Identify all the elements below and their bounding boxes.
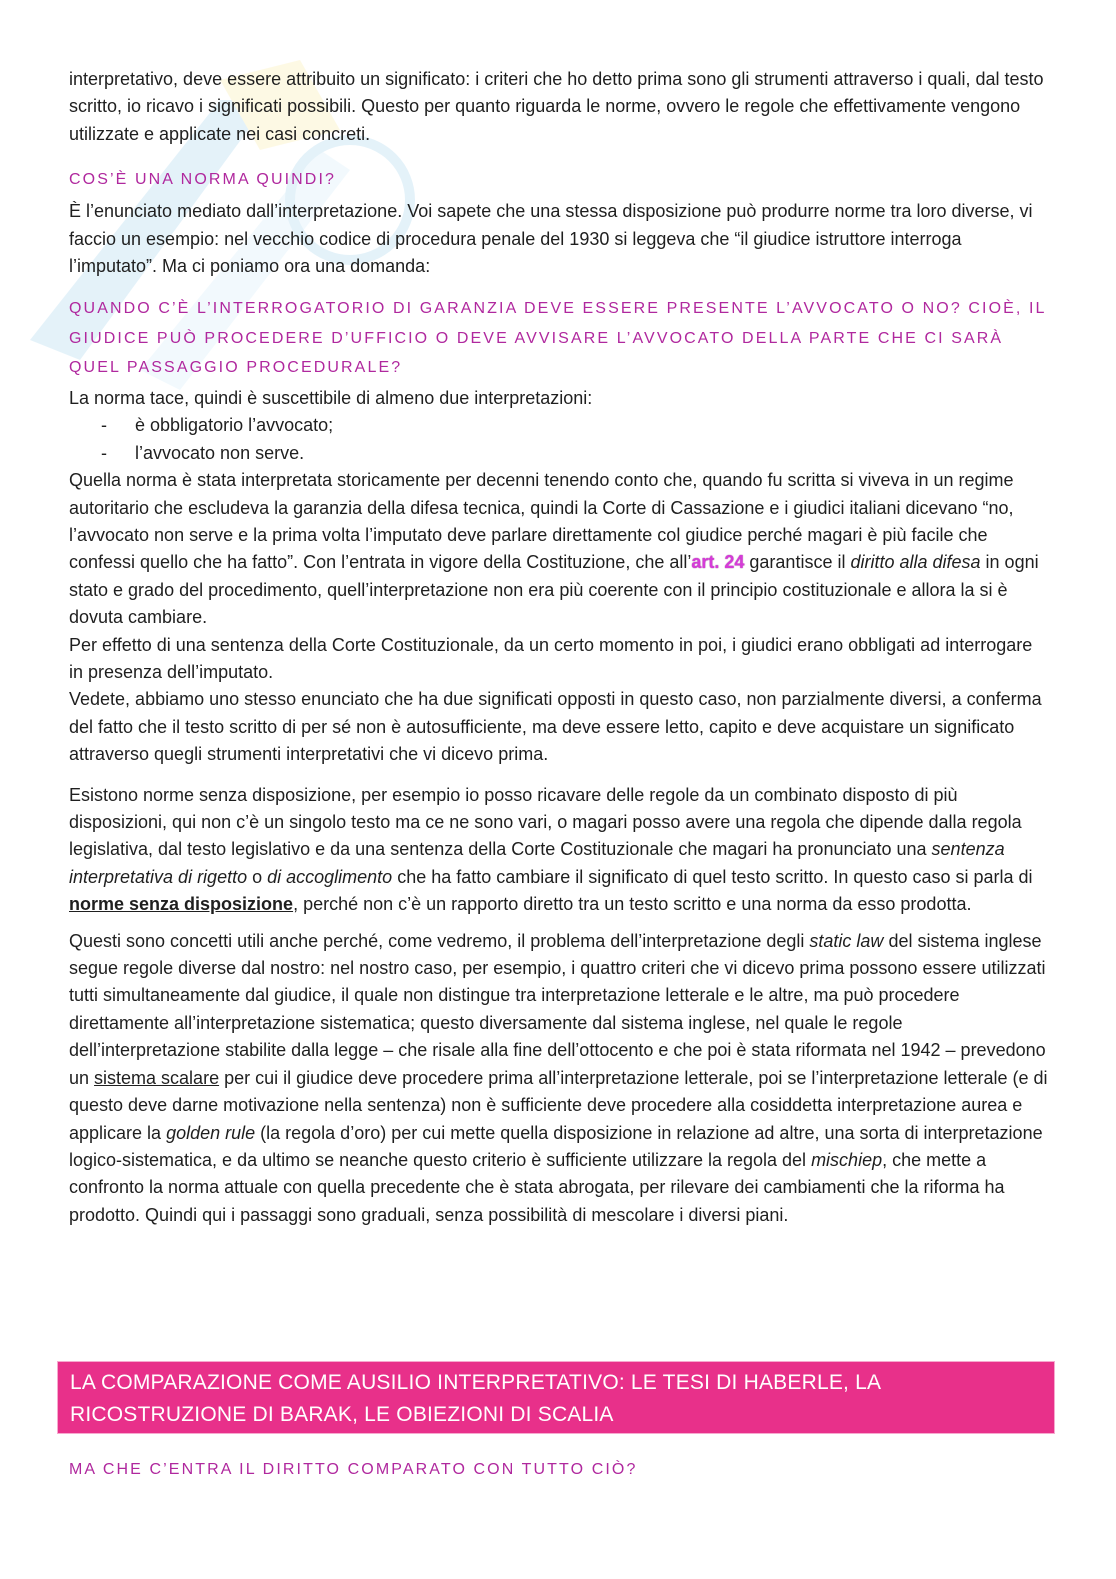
paragraph-enunciato: È l’enunciato mediato dall’interpretazione. Voi sapete che una stessa disposizione può produrre norme tra loro diverse, vi faccio un esempio: nel vecchio codice di procedura penale del 1930 si leggeva che “il giudice istruttore interroga l’imputato”. Ma ci poniamo ora una domanda: [69,201,1033,277]
section-banner [57,1361,1055,1434]
list-item: - l’avvocato non serve. [69,440,1049,467]
paragraph-intro: interpretativo, deve essere attribuito un significato: i criteri che ho detto prima sono gli strumenti attraverso i quali, dal testo scritto, io ricavo i significati possibili. Questo per quanto riguarda le norme, ovvero le regole che effettivamente vengono utilizzate e applicate nei casi concreti. [69,69,1044,144]
underlined-term: sistema scalare [94,1067,220,1088]
document-body [69,66,1049,1229]
italic-term: diritto alla difesa [850,552,981,573]
heading-norma: COS’È UNA NORMA QUINDI? [69,171,337,189]
italic-term: di accoglimento [267,866,393,887]
section-title: LA COMPARAZIONE COME AUSILIO INTERPRETATIVO: LE TESI DI HABERLE, LA RICOSTRUZIONE DI BARAK, LE OBIEZIONI DI SCALIA [70,1371,881,1426]
italic-term: sentenza interpretativa di rigetto [69,839,1005,887]
interpretations-list [69,412,1049,467]
list-item: - è obbligatorio l’avvocato; [69,412,1049,439]
dash-bullet: - [101,442,107,463]
italic-term: static law [809,930,884,951]
paragraph-corte: Per effetto di una sentenza della Corte Costituzionale, da un certo momento in poi, i giudici erano obbligati ad interrogare in presenza dell’imputato. [69,634,1033,682]
paragraph-sistema-inglese: Questi sono concetti utili anche perché, come vedremo, il problema dell’interpretazione degli static law del sistema inglese segue regole diverse dal nostro: nel nostro caso, per esempio, i quattro criteri che vi dicevo prima possono essere utilizzati tutti simultaneamente dal giudice, il quale non distingue tra interpretazione letterale e le altre, ma può procedere direttamente all’interpretazione sistematica; questo diversamente dal sistema inglese, nel quale le regole dell’interpretazione stabilite dalla legge – che risale alla fine dell’ottocento e che poi è stata riformata nel 1942 – prevedono un sistema scalare per cui il giudice deve procedere prima all’interpretazione letterale, poi se l’interpretazione letterale (e di questo deve darne motivazione nella sentenza) non è sufficiente deve procedere alla cosiddetta interpretazione aurea e applicare la golden rule (la regola d’oro) per cui mette quella disposizione in relazione ad altre, una sorta di interpretazione logico-sistematica, e da ultimo se neanche questo criterio è sufficiente utilizzare la regola del mischiep, che mette a confronto la norma attuale con quella precedente che è stata abrogata, per rilevare dei cambiamenti che la riforma ha prodotto. Quindi qui i passaggi sono graduali, senza possibilità di mescolare i diversi piani. [69,930,1048,1225]
article-reference: art. 24 [691,552,745,573]
heading-question: QUANDO C’È L’INTERROGATORIO DI GARANZIA DEVE ESSERE PRESENTE L’AVVOCATO O NO? CIOÈ, IL GIUDICE PUÒ PROCEDERE D’UFFICIO O DEVE AVVISARE L’AVVOCATO DELLA PARTE CHE CI SARÀ QUEL PASSAGGIO PROCEDURALE? [69,300,1046,377]
paragraph-norma-tace: La norma tace, quindi è suscettibile di almeno due interpretazioni: [69,387,593,408]
dash-bullet: - [101,415,107,436]
paragraph-norme-senza-disposizione: Esistono norme senza disposizione, per esempio io posso ricavare delle regole da un combinato disposto di più disposizioni, qui non c’è un singolo testo ma ce ne sono vari, o magari posso avere una regola che dipende dalla regola legislativa, dal testo legislativo e da una sentenza della Corte Costituzionale che magari ha pronunciato una sentenza interpretativa di rigetto o di accoglimento che ha fatto cambiare il significato di quel testo scritto. In questo caso si parla di norme senza disposizione, perché non c’è un rapporto diretto tra un testo scritto e una norma da esso prodotta. [69,784,1033,915]
paragraph-storia: Quella norma è stata interpretata storicamente per decenni tenendo conto che, quando fu scritta si viveva in un regime autoritario che escludeva la garanzia della difesa tecnica, quindi la Corte di Cassazione e i giudici italiani dicevano “no, l’avvocato non serve e la prima volta l’imputato deve parlare direttamente col giudice perché magari è più facile che confessi quello che ha fatto”. Con l’entrata in vigore della Costituzione, che all’art. 24 garantisce il diritto alla difesa in ogni stato e grado del procedimento, quell’interpretazione non era più coerente con il principio costituzionale e allora la si è dovuta cambiare. [69,470,1039,628]
heading-diritto-comparato: MA CHE C’ENTRA IL DIRITTO COMPARATO CON TUTTO CIÒ? [69,1461,638,1478]
paragraph-vedete: Vedete, abbiamo uno stesso enunciato che ha due significati opposti in questo caso, non parzialmente diversi, a conferma del fatto che il testo scritto di per sé non è autosufficiente, ma deve essere letto, capito e deve acquistare un significato attraverso quegli strumenti interpretativi che vi dicevo prima. [69,689,1042,765]
bottom-heading-container [69,1455,1049,1484]
bold-underlined-term: norme senza disposizione [69,894,294,915]
italic-term: golden rule [166,1122,256,1143]
italic-term: mischiep [811,1149,883,1170]
